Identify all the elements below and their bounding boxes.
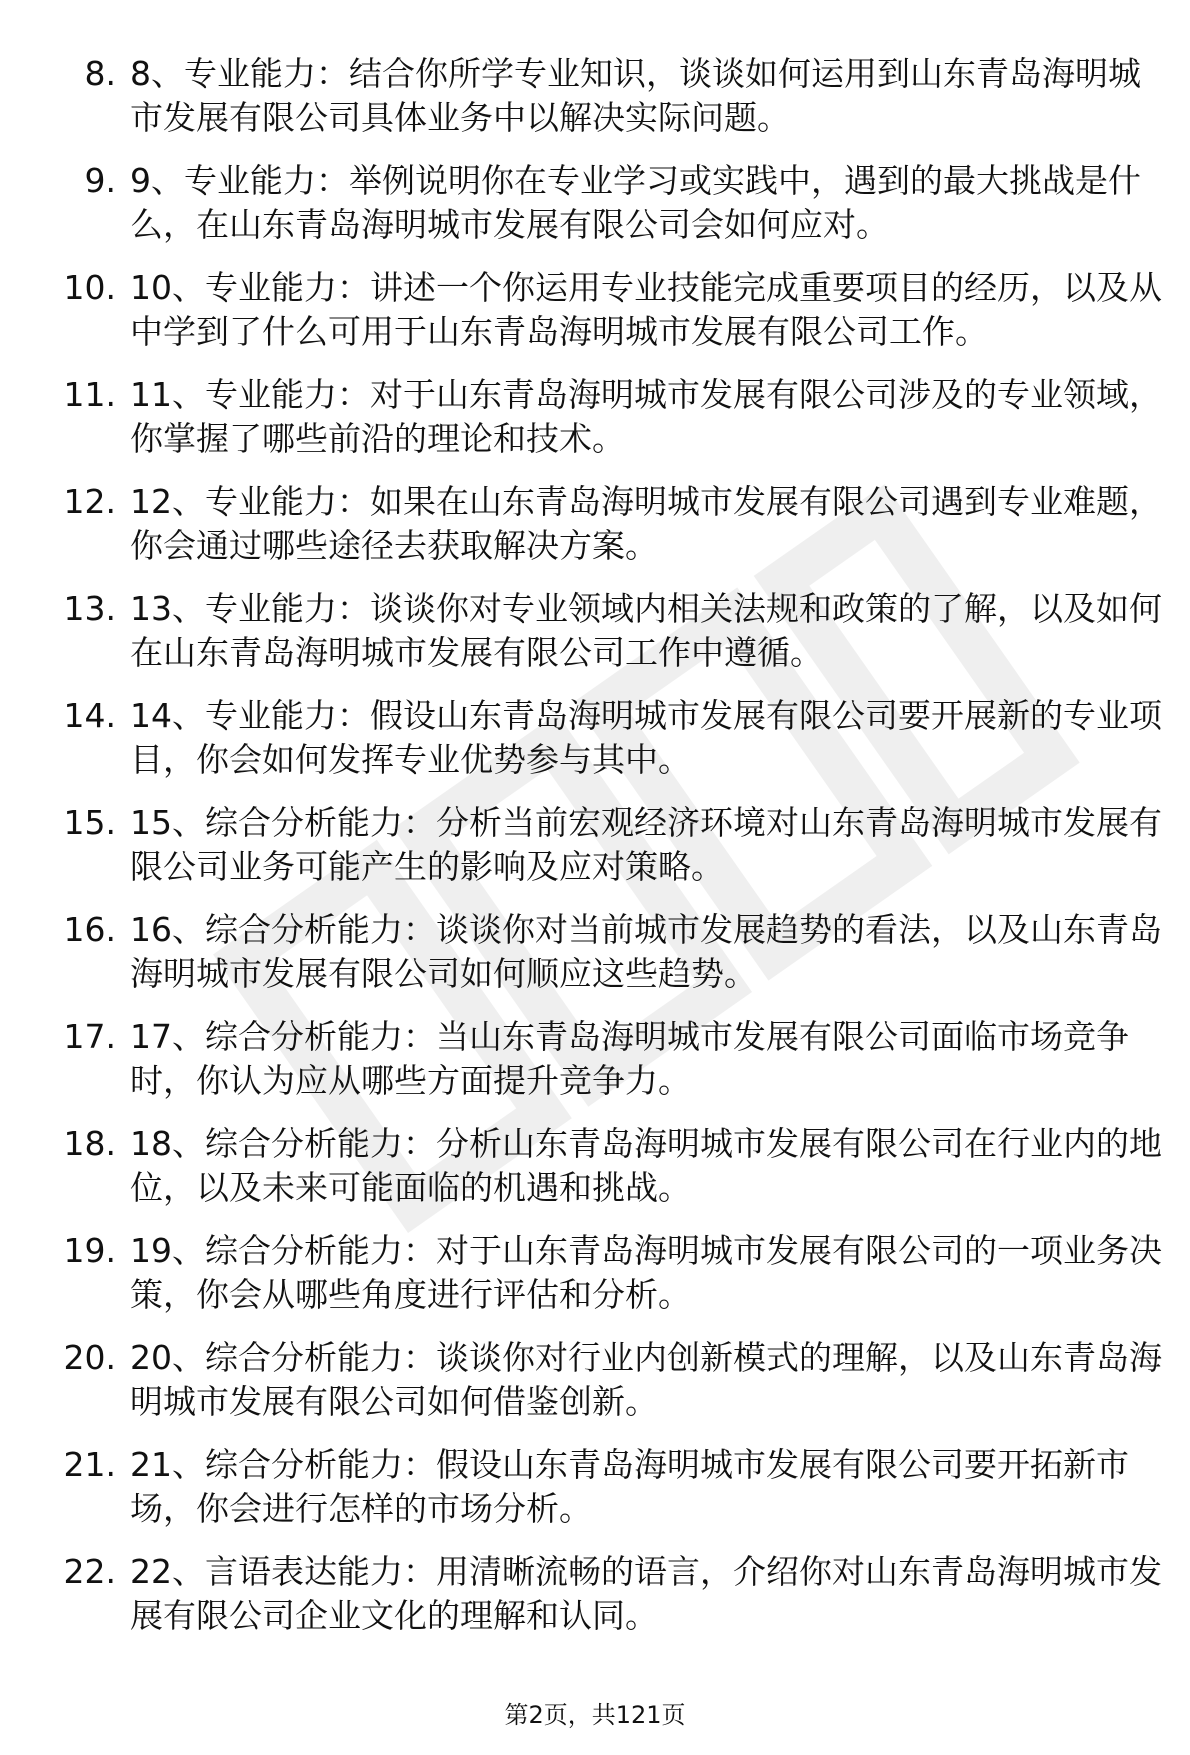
question-text: 15、综合分析能力：分析当前宏观经济环境对山东青岛海明城市发展有限公司业务可能产生的影响及应对策略。 bbox=[130, 803, 1162, 886]
question-number: 12. bbox=[63, 482, 116, 521]
question-item bbox=[0, 1336, 1190, 1424]
question-text: 20、综合分析能力：谈谈你对行业内创新模式的理解，以及山东青岛海明城市发展有限公司如何借鉴创新。 bbox=[130, 1338, 1162, 1421]
question-text: 8、专业能力：结合你所学专业知识，谈谈如何运用到山东青岛海明城市发展有限公司具体业务中以解决实际问题。 bbox=[130, 54, 1141, 137]
question-text: 9、专业能力：举例说明你在专业学习或实践中，遇到的最大挑战是什么，在山东青岛海明城市发展有限公司会如何应对。 bbox=[130, 161, 1141, 244]
question-text: 19、综合分析能力：对于山东青岛海明城市发展有限公司的一项业务决策，你会从哪些角度进行评估和分析。 bbox=[130, 1231, 1162, 1314]
question-list bbox=[0, 52, 1190, 1657]
question-number: 22. bbox=[63, 1552, 116, 1591]
question-item bbox=[0, 373, 1190, 461]
question-item bbox=[0, 159, 1190, 247]
question-text: 16、综合分析能力：谈谈你对当前城市发展趋势的看法，以及山东青岛海明城市发展有限公司如何顺应这些趋势。 bbox=[130, 910, 1162, 993]
question-number: 14. bbox=[63, 696, 116, 735]
question-number: 21. bbox=[63, 1445, 116, 1484]
question-item bbox=[0, 694, 1190, 782]
question-item bbox=[0, 908, 1190, 996]
question-item bbox=[0, 266, 1190, 354]
question-item bbox=[0, 1229, 1190, 1317]
question-text: 12、专业能力：如果在山东青岛海明城市发展有限公司遇到专业难题，你会通过哪些途径去获取解决方案。 bbox=[130, 482, 1162, 565]
question-number: 17. bbox=[63, 1017, 116, 1056]
question-item bbox=[0, 52, 1190, 140]
question-number: 18. bbox=[63, 1124, 116, 1163]
question-text: 22、言语表达能力：用清晰流畅的语言，介绍你对山东青岛海明城市发展有限公司企业文化的理解和认同。 bbox=[130, 1552, 1162, 1635]
question-number: 19. bbox=[63, 1231, 116, 1270]
question-number: 20. bbox=[63, 1338, 116, 1377]
question-item bbox=[0, 1122, 1190, 1210]
question-item bbox=[0, 480, 1190, 568]
page-footer: 第2页，共121页 bbox=[504, 1701, 686, 1729]
question-number: 11. bbox=[63, 375, 116, 414]
question-item bbox=[0, 1550, 1190, 1638]
question-number: 10. bbox=[63, 268, 116, 307]
question-number: 15. bbox=[63, 803, 116, 842]
question-text: 18、综合分析能力：分析山东青岛海明城市发展有限公司在行业内的地位，以及未来可能面临的机遇和挑战。 bbox=[130, 1124, 1162, 1207]
question-item bbox=[0, 587, 1190, 675]
question-text: 11、专业能力：对于山东青岛海明城市发展有限公司涉及的专业领域，你掌握了哪些前沿的理论和技术。 bbox=[130, 375, 1162, 458]
question-text: 21、综合分析能力：假设山东青岛海明城市发展有限公司要开拓新市场，你会进行怎样的市场分析。 bbox=[130, 1445, 1129, 1528]
question-number: 16. bbox=[63, 910, 116, 949]
question-number: 13. bbox=[63, 589, 116, 628]
question-number: 8. bbox=[84, 54, 116, 93]
question-item bbox=[0, 1443, 1190, 1531]
question-text: 13、专业能力：谈谈你对专业领域内相关法规和政策的了解，以及如何在山东青岛海明城市发展有限公司工作中遵循。 bbox=[130, 589, 1162, 672]
question-text: 14、专业能力：假设山东青岛海明城市发展有限公司要开展新的专业项目，你会如何发挥专业优势参与其中。 bbox=[130, 696, 1162, 779]
question-text: 17、综合分析能力：当山东青岛海明城市发展有限公司面临市场竞争时，你认为应从哪些方面提升竞争力。 bbox=[130, 1017, 1129, 1100]
question-number: 9. bbox=[84, 161, 116, 200]
question-item bbox=[0, 801, 1190, 889]
question-item bbox=[0, 1015, 1190, 1103]
question-text: 10、专业能力：讲述一个你运用专业技能完成重要项目的经历，以及从中学到了什么可用于山东青岛海明城市发展有限公司工作。 bbox=[130, 268, 1162, 351]
